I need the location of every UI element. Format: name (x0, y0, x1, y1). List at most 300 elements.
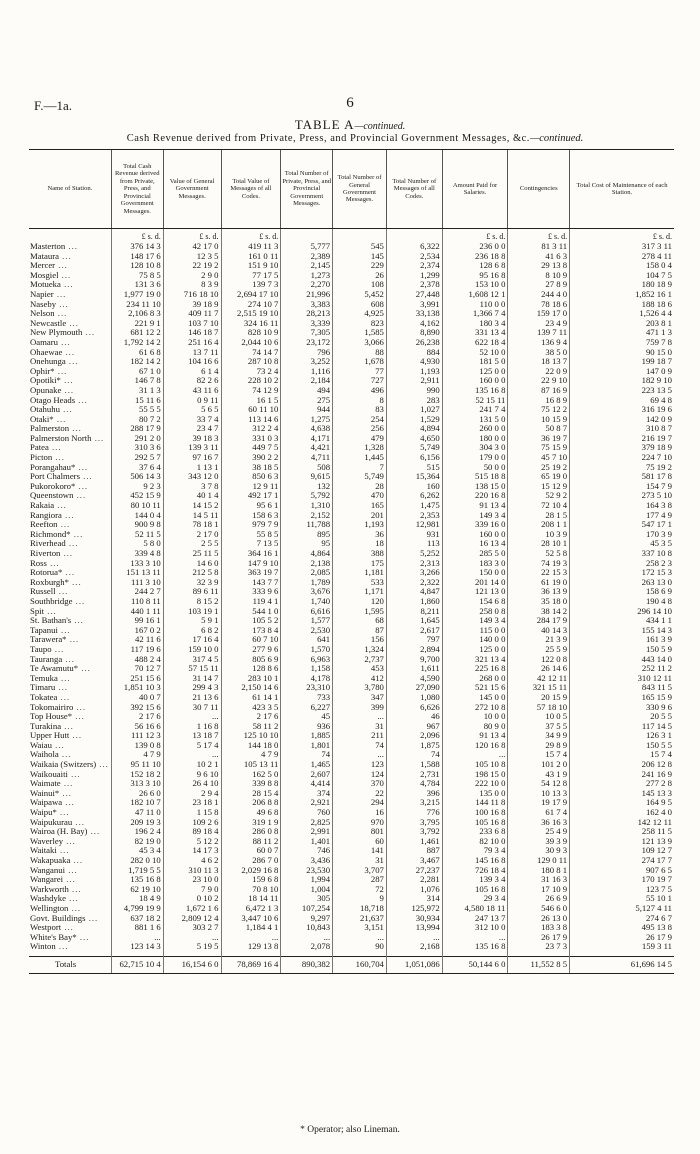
total-value-cell: 105 13 11 (221, 760, 281, 770)
salaries-cell: 233 6 8 (442, 827, 508, 837)
private-count-cell: 95 (281, 539, 333, 549)
maintenance-cost-cell: 434 1 1 (570, 616, 674, 626)
cash-revenue-cell: 182 10 7 (111, 798, 163, 808)
contingencies-cell: 15 7 4 (508, 750, 570, 760)
private-count-cell: 2,825 (281, 818, 333, 828)
total-count-cell: 1,611 (386, 664, 442, 674)
contingencies-cell: 284 17 9 (508, 616, 570, 626)
govt-value-cell: 8 3 9 (163, 280, 221, 290)
leader-dots: ... (56, 298, 69, 309)
contingencies-cell: 136 9 4 (508, 338, 570, 348)
total-count-cell: 6,262 (386, 491, 442, 501)
cash-revenue-cell: 209 19 3 (111, 818, 163, 828)
total-cash-revenue-cell: 62,715 10 4 (111, 956, 163, 973)
govt-count-cell: 470 (333, 491, 387, 501)
contingencies-cell: 61 7 4 (508, 808, 570, 818)
total-value-cell: 363 19 7 (221, 568, 281, 578)
table-row (29, 741, 674, 751)
total-govt-value-cell: 16,154 6 0 (163, 956, 221, 973)
private-count-cell: 1,401 (281, 837, 333, 847)
private-count-cell: 1,158 (281, 664, 333, 674)
salaries-cell: 145 16 8 (442, 856, 508, 866)
salaries-cell: 201 14 0 (442, 578, 508, 588)
total-value-cell: 105 5 2 (221, 616, 281, 626)
govt-value-cell: 23 10 0 (163, 875, 221, 885)
contingencies-cell: 18 13 7 (508, 357, 570, 367)
contingencies-cell: 25 4 9 (508, 827, 570, 837)
maintenance-cost-cell: 90 15 0 (570, 348, 674, 358)
contingencies-cell: 42 12 11 (508, 674, 570, 684)
salaries-cell: 268 0 0 (442, 674, 508, 684)
total-count-cell: 8,211 (386, 607, 442, 617)
salaries-cell: 222 10 0 (442, 779, 508, 789)
contingencies-cell: 43 1 9 (508, 770, 570, 780)
govt-value-cell: 159 10 0 (163, 645, 221, 655)
total-value-cell: 60 11 10 (221, 405, 281, 415)
table-row (29, 252, 674, 262)
total-count-cell: 9,700 (386, 655, 442, 665)
contingencies-cell: 10 3 9 (508, 530, 570, 540)
private-count-cell: 2,270 (281, 280, 333, 290)
col-header-contingencies: Contingencies (508, 150, 570, 229)
private-count-cell: 2,085 (281, 568, 333, 578)
cash-revenue-cell: 80 10 11 (111, 501, 163, 511)
salaries-cell: 115 0 0 (442, 626, 508, 636)
salaries-cell: 179 0 0 (442, 453, 508, 463)
table-row (29, 942, 674, 952)
total-value-cell: 147 9 10 (221, 559, 281, 569)
total-count-cell: 1,461 (386, 837, 442, 847)
contingencies-cell: 10 15 9 (508, 415, 570, 425)
table-row (29, 712, 674, 722)
total-contingencies-cell: 11,552 8 5 (508, 956, 570, 973)
maintenance-cost-cell: 45 3 5 (570, 539, 674, 549)
private-count-cell: 107,254 (281, 904, 333, 914)
table-row (29, 914, 674, 924)
private-count-cell: 936 (281, 722, 333, 732)
govt-count-cell: 1,181 (333, 568, 387, 578)
govt-value-cell: 103 7 10 (163, 319, 221, 329)
leader-dots: ... (62, 653, 75, 664)
total-count-cell: 1,080 (386, 693, 442, 703)
salaries-cell: 1,608 12 1 (442, 290, 508, 300)
unit-cell: £ s. d. (111, 229, 163, 243)
contingencies-cell: 29 13 8 (508, 261, 570, 271)
contingencies-cell: 36 19 7 (508, 434, 570, 444)
cash-revenue-cell: 99 16 1 (111, 616, 163, 626)
station-label: Wainui* (30, 787, 60, 798)
govt-value-cell: 1 15 8 (163, 808, 221, 818)
total-count-cell: 2,374 (386, 261, 442, 271)
salaries-cell: 135 16 8 (442, 942, 508, 952)
salaries-cell: 79 3 4 (442, 846, 508, 856)
maintenance-cost-cell: 495 13 8 (570, 923, 674, 933)
govt-count-cell: 1,171 (333, 587, 387, 597)
contingencies-cell: 36 16 3 (508, 818, 570, 828)
col-header-salaries: Amount Paid for Salaries. (442, 150, 508, 229)
table-row (29, 482, 674, 492)
station-label: Wangarei (30, 874, 64, 885)
leader-dots: ... (62, 797, 75, 808)
salaries-cell: 150 0 0 (442, 568, 508, 578)
private-count-cell: 28,213 (281, 309, 333, 319)
table-row (29, 271, 674, 281)
contingencies-cell: 22 9 10 (508, 376, 570, 386)
leader-dots: ... (53, 288, 67, 299)
private-count-cell: 4,178 (281, 674, 333, 684)
total-value-cell: 173 8 4 (221, 626, 281, 636)
station-label: Tarawera* (30, 634, 67, 645)
salaries-cell: 285 5 0 (442, 549, 508, 559)
leader-dots: ... (61, 384, 75, 395)
salaries-cell: 29 3 4 (442, 894, 508, 904)
leader-dots: ... (60, 778, 74, 789)
govt-value-cell: 57 15 11 (163, 664, 221, 674)
station-label: Govt. Buildings (30, 912, 86, 923)
cash-revenue-cell: 62 19 10 (111, 885, 163, 895)
maintenance-cost-cell: 158 6 9 (570, 587, 674, 597)
maintenance-cost-cell: 907 6 5 (570, 866, 674, 876)
cash-revenue-cell: 440 1 11 (111, 607, 163, 617)
total-count-cell: 4,930 (386, 357, 442, 367)
private-count-cell: 45 (281, 712, 333, 722)
total-value-cell: 38 18 5 (221, 463, 281, 473)
total-count-cell: 1,529 (386, 415, 442, 425)
govt-count-cell: 18 (333, 539, 387, 549)
salaries-cell: 135 16 8 (442, 386, 508, 396)
station-label: Mosgiel (30, 269, 59, 280)
cash-revenue-cell: 117 19 6 (111, 645, 163, 655)
govt-value-cell: 6 1 4 (163, 367, 221, 377)
total-count-cell: 27,237 (386, 866, 442, 876)
total-value-cell: 423 3 5 (221, 703, 281, 713)
salaries-cell: 160 0 0 (442, 530, 508, 540)
govt-count-cell: 370 (333, 779, 387, 789)
govt-count-cell: 31 (333, 722, 387, 732)
govt-value-cell: 1 16 8 (163, 722, 221, 732)
private-count-cell: 494 (281, 386, 333, 396)
private-count-cell: 4,864 (281, 549, 333, 559)
station-label: Mercer (30, 260, 56, 271)
station-label: Tokomairiro (30, 701, 74, 712)
salaries-cell: 100 16 8 (442, 808, 508, 818)
govt-value-cell: 8 15 2 (163, 597, 221, 607)
total-value-cell: 364 16 1 (221, 549, 281, 559)
private-count-cell: 746 (281, 846, 333, 856)
govt-value-cell: 716 18 10 (163, 290, 221, 300)
total-value-cell: 60 0 7 (221, 846, 281, 856)
total-value-cell: 339 8 8 (221, 779, 281, 789)
station-label: Wakapuaka (30, 855, 71, 865)
revenue-table (29, 149, 674, 974)
contingencies-cell: 101 2 0 (508, 760, 570, 770)
private-count-cell: 733 (281, 693, 333, 703)
private-count-cell: 23,172 (281, 338, 333, 348)
table-row (29, 396, 674, 406)
total-count-cell: 1,299 (386, 271, 442, 281)
maintenance-cost-cell: 203 8 1 (570, 319, 674, 329)
total-count-cell: 884 (386, 348, 442, 358)
contingencies-cell: 180 8 1 (508, 866, 570, 876)
total-count-cell: 4,847 (386, 587, 442, 597)
leader-dots: ... (60, 548, 74, 558)
total-count-cell: 27,448 (386, 290, 442, 300)
contingencies-cell: 27 8 9 (508, 280, 570, 290)
total-count-cell: 2,894 (386, 645, 442, 655)
contingencies-cell: 45 7 10 (508, 453, 570, 463)
contingencies-cell: 10 0 5 (508, 712, 570, 722)
maintenance-cost-cell: 443 14 0 (570, 655, 674, 665)
station-label: Picton (30, 452, 53, 463)
govt-value-cell: 5 6 5 (163, 405, 221, 415)
contingencies-cell: 139 7 11 (508, 328, 570, 338)
table-row (29, 933, 674, 943)
cash-revenue-cell: 881 1 6 (111, 923, 163, 933)
table-title-continued: —continued. (354, 121, 406, 132)
govt-value-cell: 409 11 7 (163, 309, 221, 319)
contingencies-cell: 30 9 3 (508, 846, 570, 856)
contingencies-cell: 52 9 2 (508, 491, 570, 501)
table-row (29, 837, 674, 847)
leader-dots: ... (54, 365, 68, 376)
contingencies-cell: 546 6 0 (508, 904, 570, 914)
totals-label: Totals (29, 956, 111, 973)
private-count-cell: 1,885 (281, 731, 333, 741)
total-value-cell: 74 12 9 (221, 386, 281, 396)
maintenance-cost-cell: 177 4 9 (570, 511, 674, 521)
maintenance-cost-cell: 172 15 3 (570, 568, 674, 578)
total-value-cell: 331 0 3 (221, 434, 281, 444)
govt-count-cell: 201 (333, 511, 387, 521)
total-value-cell: 49 6 8 (221, 808, 281, 818)
table-row (29, 549, 674, 559)
total-count-cell: 6,626 (386, 703, 442, 713)
station-label: Rotorua* (30, 567, 63, 578)
govt-count-cell: 2,737 (333, 655, 387, 665)
govt-count-cell: 83 (333, 405, 387, 415)
salaries-cell: 50 0 0 (442, 463, 508, 473)
col-header-station: Name of Station. (29, 150, 111, 229)
table-row (29, 530, 674, 540)
maintenance-cost-cell: 121 13 9 (570, 837, 674, 847)
cash-revenue-cell: 376 14 3 (111, 242, 163, 252)
salaries-cell: 121 13 0 (442, 587, 508, 597)
govt-count-cell: 87 (333, 626, 387, 636)
station-label: Motueka (30, 279, 61, 290)
total-count-cell: 1,475 (386, 501, 442, 511)
contingencies-cell: 17 10 9 (508, 885, 570, 895)
private-count-cell: 1,577 (281, 616, 333, 626)
total-count-cell: 1,076 (386, 885, 442, 895)
station-label: Temuka (30, 672, 58, 683)
govt-value-cell: 33 7 4 (163, 415, 221, 425)
contingencies-cell: 10 13 3 (508, 789, 570, 799)
station-label: Pukorokoro* (30, 480, 76, 491)
maintenance-cost-cell: 75 19 2 (570, 463, 674, 473)
leader-dots: ... (75, 461, 89, 472)
total-value-cell: 144 18 0 (221, 741, 281, 751)
station-label: Turakina (30, 720, 62, 731)
govt-count-cell: 21,637 (333, 914, 387, 924)
contingencies-cell: 29 8 9 (508, 741, 570, 751)
private-count-cell: 305 (281, 894, 333, 904)
cash-revenue-cell: 1,792 14 2 (111, 338, 163, 348)
private-count-cell: 4,711 (281, 453, 333, 463)
maintenance-cost-cell: 330 9 6 (570, 703, 674, 713)
govt-count-cell: 28 (333, 482, 387, 492)
contingencies-cell: 15 12 9 (508, 482, 570, 492)
contingencies-cell: 81 3 11 (508, 242, 570, 252)
contingencies-cell: 72 10 4 (508, 501, 570, 511)
table-row (29, 827, 674, 837)
unit-cell: £ s. d. (221, 229, 281, 243)
maintenance-cost-cell: 188 18 6 (570, 300, 674, 310)
station-label: Washdyke (30, 893, 66, 904)
total-count-cell: 314 (386, 894, 442, 904)
maintenance-cost-cell: 5,127 4 11 (570, 904, 674, 914)
station-label: Te Awamutu* (30, 663, 79, 674)
station-label: Rangiora (30, 509, 62, 520)
govt-count-cell: 388 (333, 549, 387, 559)
private-count-cell: 5,792 (281, 491, 333, 501)
cash-revenue-cell: 2,106 8 3 (111, 309, 163, 319)
cash-revenue-cell: 900 9 8 (111, 520, 163, 530)
total-count-cell: 4,650 (386, 434, 442, 444)
total-count-cell: 4,784 (386, 779, 442, 789)
leader-dots: ... (66, 634, 80, 645)
total-value-cell: 95 6 1 (221, 501, 281, 511)
table-row (29, 683, 674, 693)
leader-dots: ... (60, 375, 74, 386)
leader-dots: ... (79, 471, 93, 482)
leader-dots: ... (61, 720, 74, 731)
total-total-count-cell: 1,051,086 (386, 956, 442, 973)
govt-value-cell: 9 6 10 (163, 770, 221, 780)
total-value-cell: 319 1 9 (221, 818, 281, 828)
cash-revenue-cell: 452 15 9 (111, 491, 163, 501)
maintenance-cost-cell: 126 3 1 (570, 731, 674, 741)
unit-cell (333, 229, 387, 243)
leader-dots: ... (59, 404, 73, 415)
leader-dots: ... (72, 711, 85, 722)
total-value-cell: 274 10 7 (221, 300, 281, 310)
table-row (29, 568, 674, 578)
table-row (29, 520, 674, 530)
maintenance-cost-cell: 55 10 1 (570, 894, 674, 904)
total-count-cell: 2,281 (386, 875, 442, 885)
maintenance-cost-cell: 190 4 8 (570, 597, 674, 607)
govt-value-cell: 43 11 6 (163, 386, 221, 396)
contingencies-cell: 26 14 6 (508, 664, 570, 674)
leader-dots: ... (67, 768, 81, 779)
station-label: Waipu* (30, 807, 57, 818)
leader-dots: ... (72, 816, 85, 827)
col-header-govt-count: Total Number of General Government Messages. (333, 150, 387, 229)
leader-dots: ... (56, 807, 70, 818)
contingencies-cell: 40 14 3 (508, 626, 570, 636)
total-value-cell: 161 0 11 (221, 252, 281, 262)
table-row (29, 616, 674, 626)
station-label: Waiau (30, 739, 52, 750)
salaries-cell: 91 13 4 (442, 501, 508, 511)
table-row (29, 578, 674, 588)
contingencies-cell: 28 1 5 (508, 511, 570, 521)
private-count-cell: 4,638 (281, 424, 333, 434)
cash-revenue-cell: 244 2 7 (111, 587, 163, 597)
govt-value-cell: 31 14 7 (163, 674, 221, 684)
contingencies-cell: 26 17 9 (508, 933, 570, 943)
total-private-count-cell: 890,382 (281, 956, 333, 973)
total-count-cell: 4,590 (386, 674, 442, 684)
leader-dots: ... (68, 883, 82, 894)
private-count-cell: 2,991 (281, 827, 333, 837)
total-value-cell: 2,694 17 10 (221, 290, 281, 300)
cash-revenue-cell: 111 12 3 (111, 731, 163, 741)
total-count-cell: 113 (386, 539, 442, 549)
private-count-cell: 4,414 (281, 779, 333, 789)
station-label: Naseby (30, 298, 57, 309)
maintenance-cost-cell: 241 16 9 (570, 770, 674, 780)
maintenance-cost-cell: 154 7 9 (570, 482, 674, 492)
maintenance-cost-cell: 277 2 8 (570, 779, 674, 789)
govt-value-cell: ... (163, 750, 221, 760)
total-value-cell: 2,029 16 8 (221, 866, 281, 876)
total-value-cell: 544 1 0 (221, 607, 281, 617)
govt-count-cell: 9 (333, 894, 387, 904)
leader-dots: ... (68, 576, 82, 587)
total-count-cell: 515 (386, 463, 442, 473)
maintenance-cost-cell: 337 10 8 (570, 549, 674, 559)
govt-count-cell: 22 (333, 789, 387, 799)
salaries-cell: 4,580 18 11 (442, 904, 508, 914)
station-label: Waimate (30, 778, 61, 789)
unit-cell: £ s. d. (508, 229, 570, 243)
table-row (29, 463, 674, 473)
table-row (29, 587, 674, 597)
table-row (29, 472, 674, 482)
salaries-cell: 183 3 0 (442, 559, 508, 569)
maintenance-cost-cell: 164 3 8 (570, 501, 674, 511)
cash-revenue-cell: 637 18 2 (111, 914, 163, 924)
salaries-cell: 52 10 0 (442, 348, 508, 358)
maintenance-cost-cell: 158 0 4 (570, 261, 674, 271)
total-count-cell: 33,138 (386, 309, 442, 319)
govt-value-cell: 2 17 0 (163, 530, 221, 540)
total-value-cell: 113 14 6 (221, 415, 281, 425)
total-count-cell: 776 (386, 808, 442, 818)
private-count-cell: 3,676 (281, 587, 333, 597)
table-title (0, 117, 700, 133)
station-label: Waikaia (Switzers) (30, 759, 97, 770)
govt-count-cell: 1,595 (333, 607, 387, 617)
maintenance-cost-cell: 150 5 5 (570, 741, 674, 751)
private-count-cell: 2,607 (281, 770, 333, 780)
total-count-cell: 3,792 (386, 827, 442, 837)
station-label: Napier (30, 288, 54, 299)
cash-revenue-cell: 2 17 6 (111, 712, 163, 722)
page-number: 6 (346, 95, 354, 111)
govt-count-cell: 74 (333, 741, 387, 751)
govt-value-cell: 4 6 2 (163, 856, 221, 866)
station-label: Palmerston (30, 423, 70, 434)
private-count-cell: 641 (281, 635, 333, 645)
total-value-cell: 419 11 3 (221, 242, 281, 252)
leader-dots: ... (57, 624, 71, 635)
maintenance-cost-cell: 296 14 10 (570, 607, 674, 617)
govt-count-cell: 90 (333, 942, 387, 952)
station-label: Winton (30, 941, 56, 952)
govt-value-cell: 97 16 7 (163, 453, 221, 463)
